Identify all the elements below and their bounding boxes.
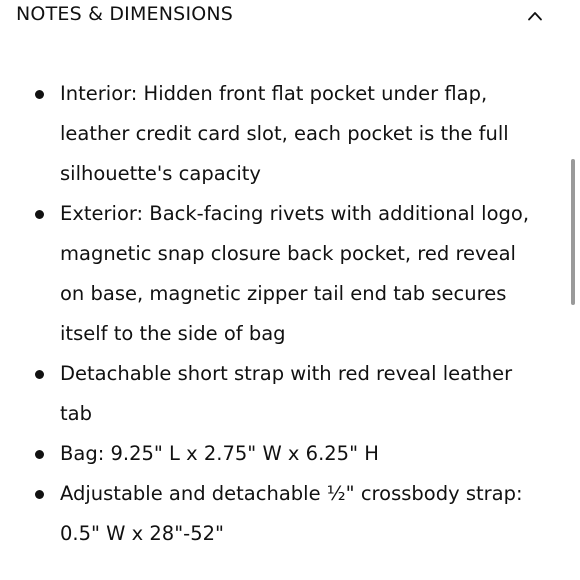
note-text: Bag: 9.25" L x 2.75" W x 6.25" H <box>60 442 379 465</box>
notes-list <box>0 74 560 554</box>
list-item <box>0 474 560 554</box>
note-text: Exterior: Back-facing rivets with additional logo, magnetic snap closure back pocket, red reveal on base, magnetic zipper tail end tab secures itself to the side of bag <box>60 202 530 345</box>
scrollbar-thumb[interactable] <box>571 159 575 305</box>
bullet-icon <box>35 370 44 379</box>
list-item <box>0 354 560 434</box>
note-text: Interior: Hidden front flat pocket under flap, leather credit card slot, each pocket is the full silhouette's capacity <box>60 82 509 185</box>
section-title: NOTES & DIMENSIONS <box>16 3 234 25</box>
notes-dimensions-header[interactable] <box>0 0 580 32</box>
bullet-icon <box>35 490 44 499</box>
bullet-icon <box>35 90 44 99</box>
list-item <box>0 194 560 354</box>
note-text: Detachable short strap with red reveal leather tab <box>60 362 513 425</box>
chevron-up-icon[interactable] <box>526 9 544 23</box>
bullet-icon <box>35 210 44 219</box>
bullet-icon <box>35 450 44 459</box>
note-text: Adjustable and detachable ½" crossbody strap: 0.5" W x 28"-52" <box>60 482 523 545</box>
list-item <box>0 434 560 474</box>
list-item <box>0 74 560 194</box>
